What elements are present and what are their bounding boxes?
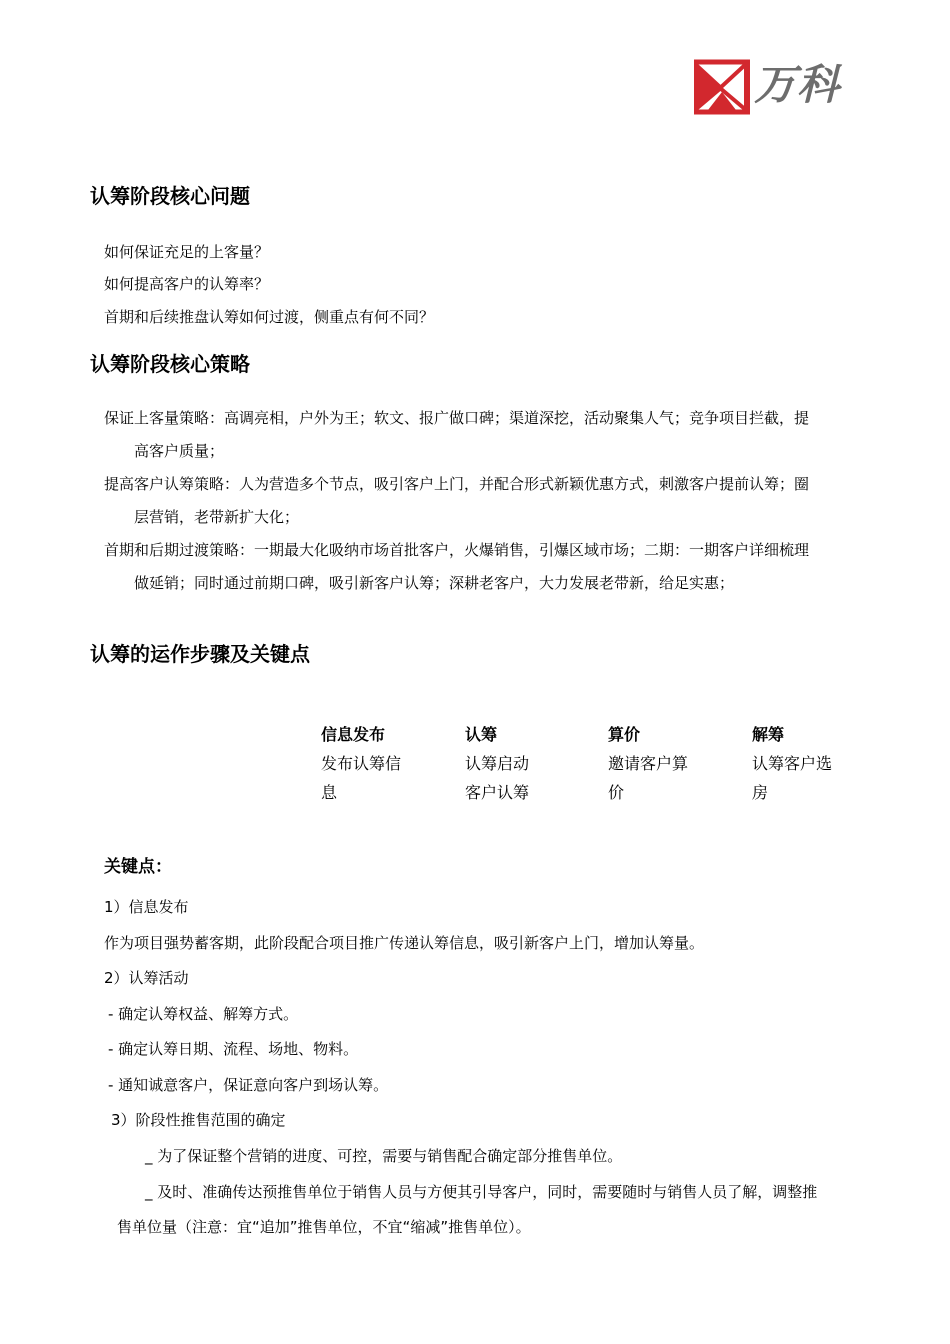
keypoint-line: 2）认筹活动 [104,969,189,987]
question-item: 如何提高客户的认筹率？ [104,275,270,293]
keypoint-line: - 确定认筹权益、解筹方式。 [108,1005,299,1023]
step-description: 价 [608,783,625,802]
keypoint-line: 1）信息发布 [104,898,189,916]
step-heading: 解筹 [752,725,785,744]
strategy-line: 提高客户认筹策略：人为营造多个节点，吸引客户上门，并配合形式新颖优惠方式，刺激客户提前认筹；圈 [104,475,810,493]
keypoints-title: 关键点： [104,857,172,877]
step-description: 邀请客户算 [608,754,689,773]
keypoint-line: _ 为了保证整个营销的进度、可控，需要与销售配合确定部分推售单位。 [145,1147,623,1165]
vanke-logo-mark-icon [694,58,750,116]
step-column-release [752,720,852,807]
strategy-line-continued: 层营销，老带新扩大化； [134,508,300,526]
keypoint-line: 作为项目强势蓄客期，此阶段配合项目推广传递认筹信息，吸引新客户上门，增加认筹量。 [104,934,705,952]
keypoint-line: 3）阶段性推售范围的确定 [111,1111,286,1129]
strategy-line-continued: 高客户质量； [134,442,225,460]
strategy-line: 首期和后期过渡策略：一期最大化吸纳市场首批客户，火爆销售，引爆区域市场；二期：一期客户详细梳理 [104,541,810,559]
keypoint-line: 售单位量（注意：宜“追加”推售单位，不宜“缩减”推售单位）。 [117,1218,531,1236]
section-title-operation-steps: 认筹的运作步骤及关键点 [90,642,310,666]
strategy-line: 保证上客量策略：高调亮相，户外为王；软文、报广做口碑；渠道深挖，活动聚集人气；竞争项目拦截，提 [104,409,810,427]
question-item: 如何保证充足的上客量？ [104,243,270,261]
step-description: 认筹启动 [465,754,530,773]
keypoint-line: _ 及时、准确传达预推售单位于销售人员与方便其引导客户，同时，需要随时与销售人员了解，调整推 [145,1183,818,1201]
strategy-line-continued: 做延销；同时通过前期口碑，吸引新客户认筹；深耕老客户，大力发展老带新，给足实惠； [134,574,735,592]
keypoint-line: - 通知诚意客户，保证意向客户到场认筹。 [108,1076,389,1094]
logo-text: 万科 [754,60,841,109]
step-description: 认筹客户选 [752,754,833,773]
step-description: 息 [321,783,338,802]
vanke-logo [694,58,872,116]
question-item: 首期和后续推盘认筹如何过渡，侧重点有何不同？ [104,308,435,326]
step-column-info-release [321,720,421,807]
step-column-pricing [608,720,708,807]
step-heading: 认筹 [465,725,498,744]
keypoint-line: - 确定认筹日期、流程、场地、物料。 [108,1040,359,1058]
strategy-item [104,468,864,534]
strategy-item [104,534,864,600]
section-title-core-strategy: 认筹阶段核心策略 [90,352,250,376]
step-description: 客户认筹 [465,783,530,802]
section-title-core-questions: 认筹阶段核心问题 [90,184,250,208]
step-description: 房 [752,783,769,802]
step-heading: 算价 [608,725,641,744]
step-heading: 信息发布 [321,725,386,744]
step-description: 发布认筹信 [321,754,402,773]
strategy-item [104,402,864,468]
step-column-subscription [465,720,565,807]
